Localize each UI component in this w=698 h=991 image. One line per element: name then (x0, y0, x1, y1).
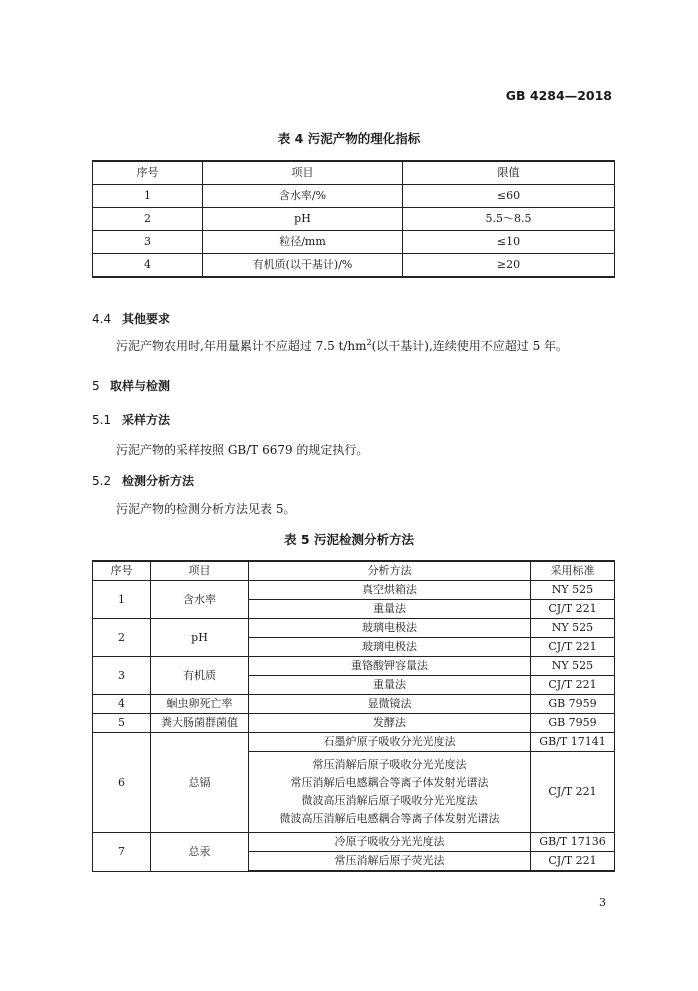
analysis-method: 石墨炉原子吸收分光光度法 (249, 733, 531, 752)
standard-code: GB 4284—2018 (505, 88, 612, 103)
table-row (93, 733, 615, 752)
table4-cell: 2 (93, 208, 203, 231)
table4 (92, 160, 615, 278)
section-5-heading (92, 377, 170, 394)
table4-header: 限值 (403, 161, 615, 185)
page-number: 3 (599, 896, 606, 909)
section-4-4-text: 污泥产物农用时,年用量累计不应超过 7.5 $t/hm^2$(以干基计),连续使用不应超过 5 年。 (116, 338, 569, 353)
row-number: 7 (93, 833, 151, 872)
section-5-2-text: 污泥产物的检测分析方法见表 5。 (116, 502, 296, 516)
adopted-standard: GB 7959 (531, 714, 615, 733)
row-number: 1 (93, 581, 151, 619)
table4-header: 序号 (93, 161, 203, 185)
adopted-standard: NY 525 (531, 581, 615, 600)
table4-cell: ≤60 (403, 185, 615, 208)
adopted-standard: CJ/T 221 (531, 852, 615, 872)
table5-header: 分析方法 (249, 561, 531, 581)
analysis-method: 发酵法 (249, 714, 531, 733)
table4-header-row (93, 161, 615, 185)
table-row (93, 231, 615, 254)
analysis-method: 重铬酸钾容量法 (249, 657, 531, 676)
item-name: 粪大肠菌群菌值 (151, 714, 249, 733)
analysis-method: 常压消解后电感耦合等离子体发射光谱法 (290, 776, 489, 789)
table5-header-row (93, 561, 615, 581)
section-5-1-text: 污泥产物的采样按照 GB/T 6679 的规定执行。 (116, 443, 369, 457)
adopted-standard: CJ/T 221 (531, 676, 615, 695)
adopted-standard: NY 525 (531, 657, 615, 676)
adopted-standard: GB 7959 (531, 695, 615, 714)
table-row (93, 581, 615, 600)
item-name: 总镉 (151, 733, 249, 833)
table5-header: 序号 (93, 561, 151, 581)
table4-cell: 粒径/mm (203, 231, 403, 254)
section-number: 5 (92, 379, 100, 393)
analysis-method: 重量法 (249, 600, 531, 619)
section-title: 采样方法 (122, 413, 171, 427)
item-name: 含水率 (151, 581, 249, 619)
table4-header: 项目 (203, 161, 403, 185)
row-number: 2 (93, 619, 151, 657)
table4-cell: 含水率/% (203, 185, 403, 208)
table-row (93, 619, 615, 638)
table4-cell: 3 (93, 231, 203, 254)
table-row (93, 185, 615, 208)
section-title: 其他要求 (122, 312, 171, 326)
adopted-standard: NY 525 (531, 619, 615, 638)
table4-cell: ≥20 (403, 254, 615, 278)
item-name: 有机质 (151, 657, 249, 695)
table4-cell: 有机质(以干基计)/% (203, 254, 403, 278)
table4-cell: ≤10 (403, 231, 615, 254)
section-number: 5.2 (92, 474, 112, 488)
analysis-method: 重量法 (249, 676, 531, 695)
adopted-standard: GB/T 17141 (531, 733, 615, 752)
table4-cell: 4 (93, 254, 203, 278)
table5-header: 采用标准 (531, 561, 615, 581)
analysis-method-list (249, 752, 531, 833)
table4-cell: pH (203, 208, 403, 231)
analysis-method: 微波高压消解后电感耦合等离子体发射光谱法 (279, 812, 500, 825)
analysis-method: 微波高压消解后原子吸收分光光度法 (301, 794, 478, 807)
table-row (93, 254, 615, 278)
section-5-2-heading (92, 472, 194, 489)
item-name: 蛔虫卵死亡率 (151, 695, 249, 714)
row-number: 6 (93, 733, 151, 833)
table4-cell: 5.5～8.5 (403, 208, 615, 231)
analysis-method: 玻璃电极法 (249, 619, 531, 638)
row-number: 3 (93, 657, 151, 695)
table-row (93, 657, 615, 676)
table-row (93, 714, 615, 733)
analysis-method: 常压消解后原子吸收分光光度法 (312, 758, 467, 771)
analysis-method: 玻璃电极法 (249, 638, 531, 657)
analysis-method: 显微镜法 (249, 695, 531, 714)
section-4-4-heading (92, 310, 170, 327)
analysis-method: 真空烘箱法 (249, 581, 531, 600)
adopted-standard: CJ/T 221 (531, 638, 615, 657)
adopted-standard: GB/T 17136 (531, 833, 615, 852)
row-number: 5 (93, 714, 151, 733)
table5 (92, 560, 615, 872)
item-name: pH (151, 619, 249, 657)
section-number: 4.4 (92, 312, 112, 326)
table4-cell: 1 (93, 185, 203, 208)
table4-caption: 表 4 污泥产物的理化指标 (277, 131, 421, 146)
item-name: 总汞 (151, 833, 249, 872)
section-5-1-heading (92, 411, 170, 428)
section-title: 取样与检测 (110, 379, 171, 393)
analysis-method: 冷原子吸收分光光度法 (249, 833, 531, 852)
table-row (93, 208, 615, 231)
row-number: 4 (93, 695, 151, 714)
adopted-standard: CJ/T 221 (531, 752, 615, 833)
table-row (93, 833, 615, 852)
analysis-method: 常压消解后原子荧光法 (249, 852, 531, 872)
table5-caption: 表 5 污泥检测分析方法 (284, 532, 414, 547)
table-row (93, 695, 615, 714)
adopted-standard: CJ/T 221 (531, 600, 615, 619)
section-title: 检测分析方法 (122, 474, 195, 488)
table5-header: 项目 (151, 561, 249, 581)
section-number: 5.1 (92, 413, 112, 427)
